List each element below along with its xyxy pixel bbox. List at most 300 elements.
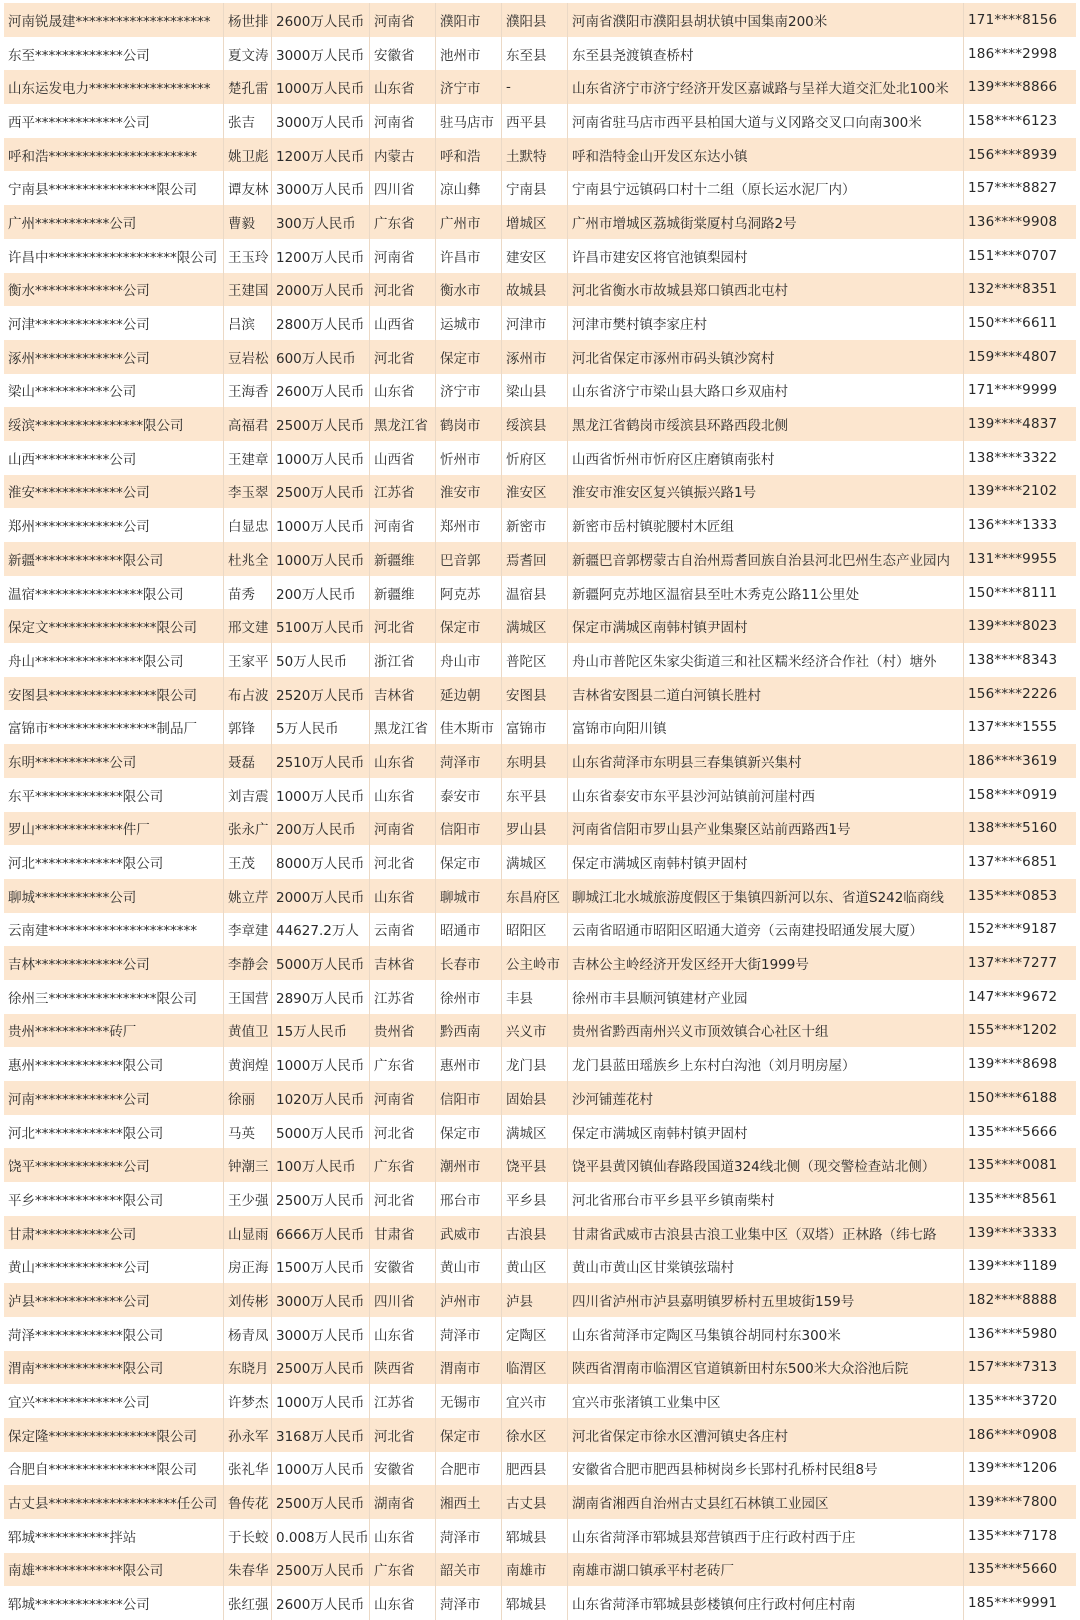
city-cell: 韶关市: [436, 1553, 502, 1587]
city-cell: 阿克苏: [436, 576, 502, 610]
city-cell: 济宁市: [436, 70, 502, 104]
phone-cell: 135****0853: [968, 887, 1058, 904]
company-name-cell: 郓城***********拌站: [4, 1519, 224, 1553]
legal-person-cell: 杜兆全: [224, 542, 272, 576]
company-name-cell: 广州***********公司: [4, 205, 224, 239]
registered-capital-cell: 1000万人民币: [272, 542, 370, 576]
city-cell: 运城市: [436, 306, 502, 340]
phone-cell: 150****6611: [968, 315, 1058, 332]
phone-cell: 137****7277: [968, 955, 1058, 972]
table-row: [4, 1452, 1076, 1486]
legal-person-cell: 布占波: [224, 677, 272, 711]
province-cell: 山西省: [370, 441, 436, 475]
city-cell: 舟山市: [436, 643, 502, 677]
phone-cell: 132****8351: [968, 281, 1058, 298]
city-cell: 邢台市: [436, 1182, 502, 1216]
registered-capital-cell: 1000万人民币: [272, 441, 370, 475]
company-name-cell: 东平*************限公司: [4, 778, 224, 812]
registered-capital-cell: 15万人民币: [272, 1014, 370, 1048]
phone-cell: 150****6188: [968, 1089, 1058, 1106]
province-cell: 山西省: [370, 306, 436, 340]
address-cell: 河北省邢台市平乡县平乡镇南柴村: [568, 1182, 964, 1216]
city-cell: 佳木斯市: [436, 710, 502, 744]
legal-person-cell: 李玉翠: [224, 475, 272, 509]
company-name-cell: 西平*************公司: [4, 104, 224, 138]
company-name-cell: 河南锐晟建********************: [4, 3, 224, 37]
phone-cell: 139****4837: [968, 416, 1058, 433]
registered-capital-cell: 8000万人民币: [272, 845, 370, 879]
table-row: [4, 441, 1076, 475]
legal-person-cell: 张永广: [224, 812, 272, 846]
province-cell: 黑龙江省: [370, 407, 436, 441]
company-name-cell: 吉林*************公司: [4, 946, 224, 980]
city-cell: 湘西土: [436, 1485, 502, 1519]
company-name-cell: 平乡*************限公司: [4, 1182, 224, 1216]
registered-capital-cell: 2500万人民币: [272, 475, 370, 509]
province-cell: 河南省: [370, 104, 436, 138]
city-cell: 菏泽市: [436, 1317, 502, 1351]
table-row: [4, 475, 1076, 509]
table-row: [4, 812, 1076, 846]
phone-cell: 136****1333: [968, 517, 1058, 534]
phone-cell: 135****5660: [968, 1561, 1058, 1578]
phone-cell: 139****8698: [968, 1056, 1058, 1073]
address-cell: 山东省泰安市东平县沙河站镇前河崖村西: [568, 778, 964, 812]
address-cell: 许昌市建安区将官池镇梨园村: [568, 239, 964, 273]
county-cell: 古浪县: [502, 1216, 568, 1250]
address-cell: 新密市岳村镇驼腰村木匠组: [568, 508, 964, 542]
city-cell: 池州市: [436, 37, 502, 71]
address-cell: 河北省保定市徐水区漕河镇史各庄村: [568, 1418, 964, 1452]
registered-capital-cell: 2800万人民币: [272, 306, 370, 340]
city-cell: 巴音郭: [436, 542, 502, 576]
company-name-cell: 罗山*************件厂: [4, 812, 224, 846]
table-row: [4, 508, 1076, 542]
legal-person-cell: 徐丽: [224, 1081, 272, 1115]
company-name-cell: 合肥自****************限公司: [4, 1452, 224, 1486]
company-name-cell: 保定隆****************限公司: [4, 1418, 224, 1452]
address-cell: 龙门县蓝田瑶族乡上东村白沟池（刘月明房屋）: [568, 1047, 964, 1081]
address-cell: 东至县尧渡镇查桥村: [568, 37, 964, 71]
phone-cell: 139****7800: [968, 1494, 1058, 1511]
registered-capital-cell: 300万人民币: [272, 205, 370, 239]
province-cell: 湖南省: [370, 1485, 436, 1519]
county-cell: 宁南县: [502, 171, 568, 205]
table-row: [4, 1216, 1076, 1250]
address-cell: 甘肃省武威市古浪县古浪工业集中区（双塔）正林路（纬七路: [568, 1216, 964, 1250]
company-table: [4, 3, 1076, 1620]
legal-person-cell: 张礼华: [224, 1452, 272, 1486]
company-name-cell: 保定文****************限公司: [4, 609, 224, 643]
legal-person-cell: 孙永军: [224, 1418, 272, 1452]
company-name-cell: 淮安*************公司: [4, 475, 224, 509]
legal-person-cell: 王国营: [224, 980, 272, 1014]
table-row: [4, 946, 1076, 980]
legal-person-cell: 李静会: [224, 946, 272, 980]
province-cell: 河北省: [370, 1115, 436, 1149]
county-cell: 饶平县: [502, 1148, 568, 1182]
company-name-cell: 山西***********公司: [4, 441, 224, 475]
table-row: [4, 913, 1076, 947]
address-cell: 新疆阿克苏地区温宿县至吐木秀克公路11公里处: [568, 576, 964, 610]
table-row: [4, 340, 1076, 374]
province-cell: 四川省: [370, 171, 436, 205]
legal-person-cell: 黄润煌: [224, 1047, 272, 1081]
province-cell: 安徽省: [370, 37, 436, 71]
county-cell: 宜兴市: [502, 1384, 568, 1418]
city-cell: 呼和浩: [436, 138, 502, 172]
legal-person-cell: 房正海: [224, 1249, 272, 1283]
county-cell: 泸县: [502, 1283, 568, 1317]
table-row: [4, 643, 1076, 677]
company-name-cell: 东明***********公司: [4, 744, 224, 778]
phone-cell: 139****1206: [968, 1460, 1058, 1477]
table-row: [4, 1249, 1076, 1283]
legal-person-cell: 朱春华: [224, 1553, 272, 1587]
county-cell: 兴义市: [502, 1014, 568, 1048]
table-row: [4, 609, 1076, 643]
company-name-cell: 呼和浩**********************: [4, 138, 224, 172]
province-cell: 吉林省: [370, 677, 436, 711]
province-cell: 河北省: [370, 1418, 436, 1452]
company-name-cell: 郑州*************公司: [4, 508, 224, 542]
phone-cell: 135****3720: [968, 1393, 1058, 1410]
city-cell: 潮州市: [436, 1148, 502, 1182]
address-cell: 山东省菏泽市东明县三春集镇新兴集村: [568, 744, 964, 778]
province-cell: 河北省: [370, 845, 436, 879]
phone-cell: 171****9999: [968, 382, 1058, 399]
phone-cell: 131****9955: [968, 550, 1058, 567]
address-cell: 舟山市普陀区朱家尖街道三和社区糯米经济合作社（村）塘外: [568, 643, 964, 677]
company-name-cell: 徐州三****************限公司: [4, 980, 224, 1014]
table-row: [4, 1148, 1076, 1182]
phone-cell: 135****8561: [968, 1190, 1058, 1207]
legal-person-cell: 刘传彬: [224, 1283, 272, 1317]
table-row: [4, 1115, 1076, 1149]
legal-person-cell: 王家平: [224, 643, 272, 677]
city-cell: 徐州市: [436, 980, 502, 1014]
phone-cell: 186****3619: [968, 752, 1058, 769]
table-row: [4, 1418, 1076, 1452]
registered-capital-cell: 2500万人民币: [272, 1485, 370, 1519]
company-name-cell: 菏泽*************限公司: [4, 1317, 224, 1351]
county-cell: 肥西县: [502, 1452, 568, 1486]
province-cell: 陕西省: [370, 1351, 436, 1385]
registered-capital-cell: 50万人民币: [272, 643, 370, 677]
legal-person-cell: 刘吉震: [224, 778, 272, 812]
county-cell: 河津市: [502, 306, 568, 340]
phone-cell: 136****9908: [968, 213, 1058, 230]
address-cell: 山西省忻州市忻府区庄磨镇南张村: [568, 441, 964, 475]
address-cell: 徐州市丰县顺河镇建材产业园: [568, 980, 964, 1014]
province-cell: 山东省: [370, 778, 436, 812]
company-name-cell: 舟山****************限公司: [4, 643, 224, 677]
province-cell: 新疆维: [370, 576, 436, 610]
company-name-cell: 安图县****************限公司: [4, 677, 224, 711]
company-name-cell: 河北*************限公司: [4, 845, 224, 879]
phone-cell: 185****9991: [968, 1595, 1058, 1612]
legal-person-cell: 夏文涛: [224, 37, 272, 71]
address-cell: 饶平县黄冈镇仙春路段国道324线北侧（现交警检查站北侧）: [568, 1148, 964, 1182]
legal-person-cell: 鲁传花: [224, 1485, 272, 1519]
county-cell: 临渭区: [502, 1351, 568, 1385]
legal-person-cell: 姚卫彪: [224, 138, 272, 172]
county-cell: 绥滨县: [502, 407, 568, 441]
county-cell: 涿州市: [502, 340, 568, 374]
city-cell: 昭通市: [436, 913, 502, 947]
province-cell: 新疆维: [370, 542, 436, 576]
province-cell: 甘肃省: [370, 1216, 436, 1250]
county-cell: 梁山县: [502, 374, 568, 408]
county-cell: 淮安区: [502, 475, 568, 509]
city-cell: 延边朝: [436, 677, 502, 711]
phone-cell: 155****1202: [968, 1022, 1058, 1039]
phone-cell: 156****2226: [968, 685, 1058, 702]
city-cell: 信阳市: [436, 812, 502, 846]
table-row: [4, 879, 1076, 913]
city-cell: 忻州市: [436, 441, 502, 475]
province-cell: 河北省: [370, 273, 436, 307]
city-cell: 菏泽市: [436, 1519, 502, 1553]
registered-capital-cell: 1020万人民币: [272, 1081, 370, 1115]
table-row: [4, 70, 1076, 104]
phone-cell: 139****8023: [968, 618, 1058, 635]
table-row: [4, 407, 1076, 441]
county-cell: 满城区: [502, 845, 568, 879]
company-name-cell: 泸县*************公司: [4, 1283, 224, 1317]
legal-person-cell: 姚立芹: [224, 879, 272, 913]
table-row: [4, 138, 1076, 172]
company-name-cell: 饶平*************公司: [4, 1148, 224, 1182]
legal-person-cell: 山显雨: [224, 1216, 272, 1250]
province-cell: 河南省: [370, 508, 436, 542]
legal-person-cell: 聂磊: [224, 744, 272, 778]
county-cell: 增城区: [502, 205, 568, 239]
table-row: [4, 1485, 1076, 1519]
address-cell: 湖南省湘西自治州古丈县红石林镇工业园区: [568, 1485, 964, 1519]
province-cell: 广东省: [370, 205, 436, 239]
registered-capital-cell: 2510万人民币: [272, 744, 370, 778]
city-cell: 长春市: [436, 946, 502, 980]
table-row: [4, 1014, 1076, 1048]
county-cell: 安图县: [502, 677, 568, 711]
phone-cell: 139****1189: [968, 1258, 1058, 1275]
registered-capital-cell: 1000万人民币: [272, 70, 370, 104]
legal-person-cell: 苗秀: [224, 576, 272, 610]
city-cell: 驻马店市: [436, 104, 502, 138]
legal-person-cell: 郭锋: [224, 710, 272, 744]
table-row: [4, 1384, 1076, 1418]
registered-capital-cell: 2890万人民币: [272, 980, 370, 1014]
county-cell: 徐水区: [502, 1418, 568, 1452]
table-row: [4, 845, 1076, 879]
registered-capital-cell: 2500万人民币: [272, 1553, 370, 1587]
registered-capital-cell: 2600万人民币: [272, 1586, 370, 1620]
address-cell: 吉林省安图县二道白河镇长胜村: [568, 677, 964, 711]
company-name-cell: 河北*************限公司: [4, 1115, 224, 1149]
table-row: [4, 3, 1076, 37]
province-cell: 江苏省: [370, 1384, 436, 1418]
address-cell: 四川省泸州市泸县嘉明镇罗桥村五里坡街159号: [568, 1283, 964, 1317]
county-cell: 忻府区: [502, 441, 568, 475]
province-cell: 山东省: [370, 1317, 436, 1351]
company-name-cell: 宁南县****************限公司: [4, 171, 224, 205]
legal-person-cell: 白显忠: [224, 508, 272, 542]
table-row: [4, 37, 1076, 71]
legal-person-cell: 东晓月: [224, 1351, 272, 1385]
company-name-cell: 古丈县*******************任公司: [4, 1485, 224, 1519]
legal-person-cell: 于长蛟: [224, 1519, 272, 1553]
legal-person-cell: 谭友林: [224, 171, 272, 205]
company-name-cell: 新疆*************限公司: [4, 542, 224, 576]
phone-cell: 137****1555: [968, 719, 1058, 736]
city-cell: 濮阳市: [436, 3, 502, 37]
address-cell: 南雄市湖口镇承平村老砖厂: [568, 1553, 964, 1587]
city-cell: 保定市: [436, 609, 502, 643]
table-row: [4, 576, 1076, 610]
province-cell: 山东省: [370, 374, 436, 408]
registered-capital-cell: 2600万人民币: [272, 3, 370, 37]
province-cell: 河南省: [370, 812, 436, 846]
registered-capital-cell: 2000万人民币: [272, 273, 370, 307]
legal-person-cell: 杨青凤: [224, 1317, 272, 1351]
registered-capital-cell: 5100万人民币: [272, 609, 370, 643]
county-cell: 满城区: [502, 609, 568, 643]
province-cell: 江苏省: [370, 980, 436, 1014]
company-name-cell: 聊城***********公司: [4, 879, 224, 913]
city-cell: 泰安市: [436, 778, 502, 812]
registered-capital-cell: 200万人民币: [272, 576, 370, 610]
table-row: [4, 1586, 1076, 1620]
city-cell: 菏泽市: [436, 744, 502, 778]
province-cell: 河北省: [370, 609, 436, 643]
province-cell: 云南省: [370, 913, 436, 947]
registered-capital-cell: 3000万人民币: [272, 1317, 370, 1351]
county-cell: 昭阳区: [502, 913, 568, 947]
registered-capital-cell: 2500万人民币: [272, 1182, 370, 1216]
province-cell: 贵州省: [370, 1014, 436, 1048]
city-cell: 菏泽市: [436, 1586, 502, 1620]
county-cell: 龙门县: [502, 1047, 568, 1081]
province-cell: 山东省: [370, 70, 436, 104]
county-cell: 郓城县: [502, 1519, 568, 1553]
phone-cell: 182****8888: [968, 1291, 1058, 1308]
address-cell: 河南省驻马店市西平县柏国大道与义冈路交叉口向南300米: [568, 104, 964, 138]
company-name-cell: 河南*************公司: [4, 1081, 224, 1115]
registered-capital-cell: 2600万人民币: [272, 374, 370, 408]
company-name-cell: 黄山*************公司: [4, 1249, 224, 1283]
registered-capital-cell: 200万人民币: [272, 812, 370, 846]
address-cell: 河北省衡水市故城县郑口镇西北屯村: [568, 273, 964, 307]
county-cell: 温宿县: [502, 576, 568, 610]
phone-cell: 156****8939: [968, 146, 1058, 163]
province-cell: 安徽省: [370, 1249, 436, 1283]
city-cell: 黄山市: [436, 1249, 502, 1283]
province-cell: 河南省: [370, 1081, 436, 1115]
phone-cell: 150****8111: [968, 584, 1058, 601]
company-name-cell: 许昌中*******************限公司: [4, 239, 224, 273]
registered-capital-cell: 5000万人民币: [272, 946, 370, 980]
registered-capital-cell: 100万人民币: [272, 1148, 370, 1182]
address-cell: 宜兴市张渚镇工业集中区: [568, 1384, 964, 1418]
address-cell: 山东省菏泽市郓城县彭楼镇何庄行政村何庄村南: [568, 1586, 964, 1620]
province-cell: 广东省: [370, 1148, 436, 1182]
table-row: [4, 306, 1076, 340]
phone-cell: 151****0707: [968, 247, 1058, 264]
legal-person-cell: 钟潮三: [224, 1148, 272, 1182]
city-cell: 衡水市: [436, 273, 502, 307]
address-cell: 沙河铺莲花村: [568, 1081, 964, 1115]
city-cell: 泸州市: [436, 1283, 502, 1317]
phone-cell: 135****5666: [968, 1123, 1058, 1140]
registered-capital-cell: 1000万人民币: [272, 508, 370, 542]
address-cell: 宁南县宁远镇码口村十二组（原长运水泥厂内）: [568, 171, 964, 205]
table-row: [4, 171, 1076, 205]
table-row: [4, 205, 1076, 239]
county-cell: 郓城县: [502, 1586, 568, 1620]
address-cell: 富锦市向阳川镇: [568, 710, 964, 744]
phone-cell: 157****8827: [968, 180, 1058, 197]
registered-capital-cell: 3000万人民币: [272, 1283, 370, 1317]
province-cell: 吉林省: [370, 946, 436, 980]
company-name-cell: 惠州*************限公司: [4, 1047, 224, 1081]
registered-capital-cell: 6666万人民币: [272, 1216, 370, 1250]
province-cell: 河北省: [370, 340, 436, 374]
company-name-cell: 东至*************公司: [4, 37, 224, 71]
county-cell: 濮阳县: [502, 3, 568, 37]
address-cell: 山东省济宁市济宁经济开发区嘉诚路与呈祥大道交汇处北100米: [568, 70, 964, 104]
table-row: [4, 1283, 1076, 1317]
city-cell: 鹤岗市: [436, 407, 502, 441]
registered-capital-cell: 2500万人民币: [272, 407, 370, 441]
city-cell: 惠州市: [436, 1047, 502, 1081]
company-name-cell: 衡水*************公司: [4, 273, 224, 307]
address-cell: 新疆巴音郭楞蒙古自治州焉耆回族自治县河北巴州生态产业园内: [568, 542, 964, 576]
city-cell: 济宁市: [436, 374, 502, 408]
phone-cell: 158****6123: [968, 112, 1058, 129]
province-cell: 广东省: [370, 1553, 436, 1587]
company-name-cell: 甘肃***********公司: [4, 1216, 224, 1250]
city-cell: 保定市: [436, 845, 502, 879]
phone-cell: 158****0919: [968, 786, 1058, 803]
company-name-cell: 云南建**********************: [4, 913, 224, 947]
province-cell: 河南省: [370, 3, 436, 37]
city-cell: 广州市: [436, 205, 502, 239]
table-row: [4, 273, 1076, 307]
province-cell: 四川省: [370, 1283, 436, 1317]
province-cell: 浙江省: [370, 643, 436, 677]
address-cell: 呼和浩特金山开发区东达小镇: [568, 138, 964, 172]
table-row: [4, 1047, 1076, 1081]
registered-capital-cell: 600万人民币: [272, 340, 370, 374]
phone-cell: 135****0081: [968, 1157, 1058, 1174]
legal-person-cell: 许梦杰: [224, 1384, 272, 1418]
phone-cell: 137****6851: [968, 854, 1058, 871]
legal-person-cell: 张红强: [224, 1586, 272, 1620]
address-cell: 聊城江北水城旅游度假区于集镇四新河以东、省道S242临商线: [568, 879, 964, 913]
city-cell: 保定市: [436, 1418, 502, 1452]
phone-cell: 159****4807: [968, 348, 1058, 365]
table-row: [4, 1519, 1076, 1553]
company-name-cell: 渭南*************限公司: [4, 1351, 224, 1385]
phone-cell: 139****8866: [968, 79, 1058, 96]
county-cell: 东至县: [502, 37, 568, 71]
company-name-cell: 南雄*************限公司: [4, 1553, 224, 1587]
legal-person-cell: 黄值卫: [224, 1014, 272, 1048]
company-name-cell: 山东运发电力******************: [4, 70, 224, 104]
address-cell: 保定市满城区南韩村镇尹固村: [568, 845, 964, 879]
county-cell: 东平县: [502, 778, 568, 812]
